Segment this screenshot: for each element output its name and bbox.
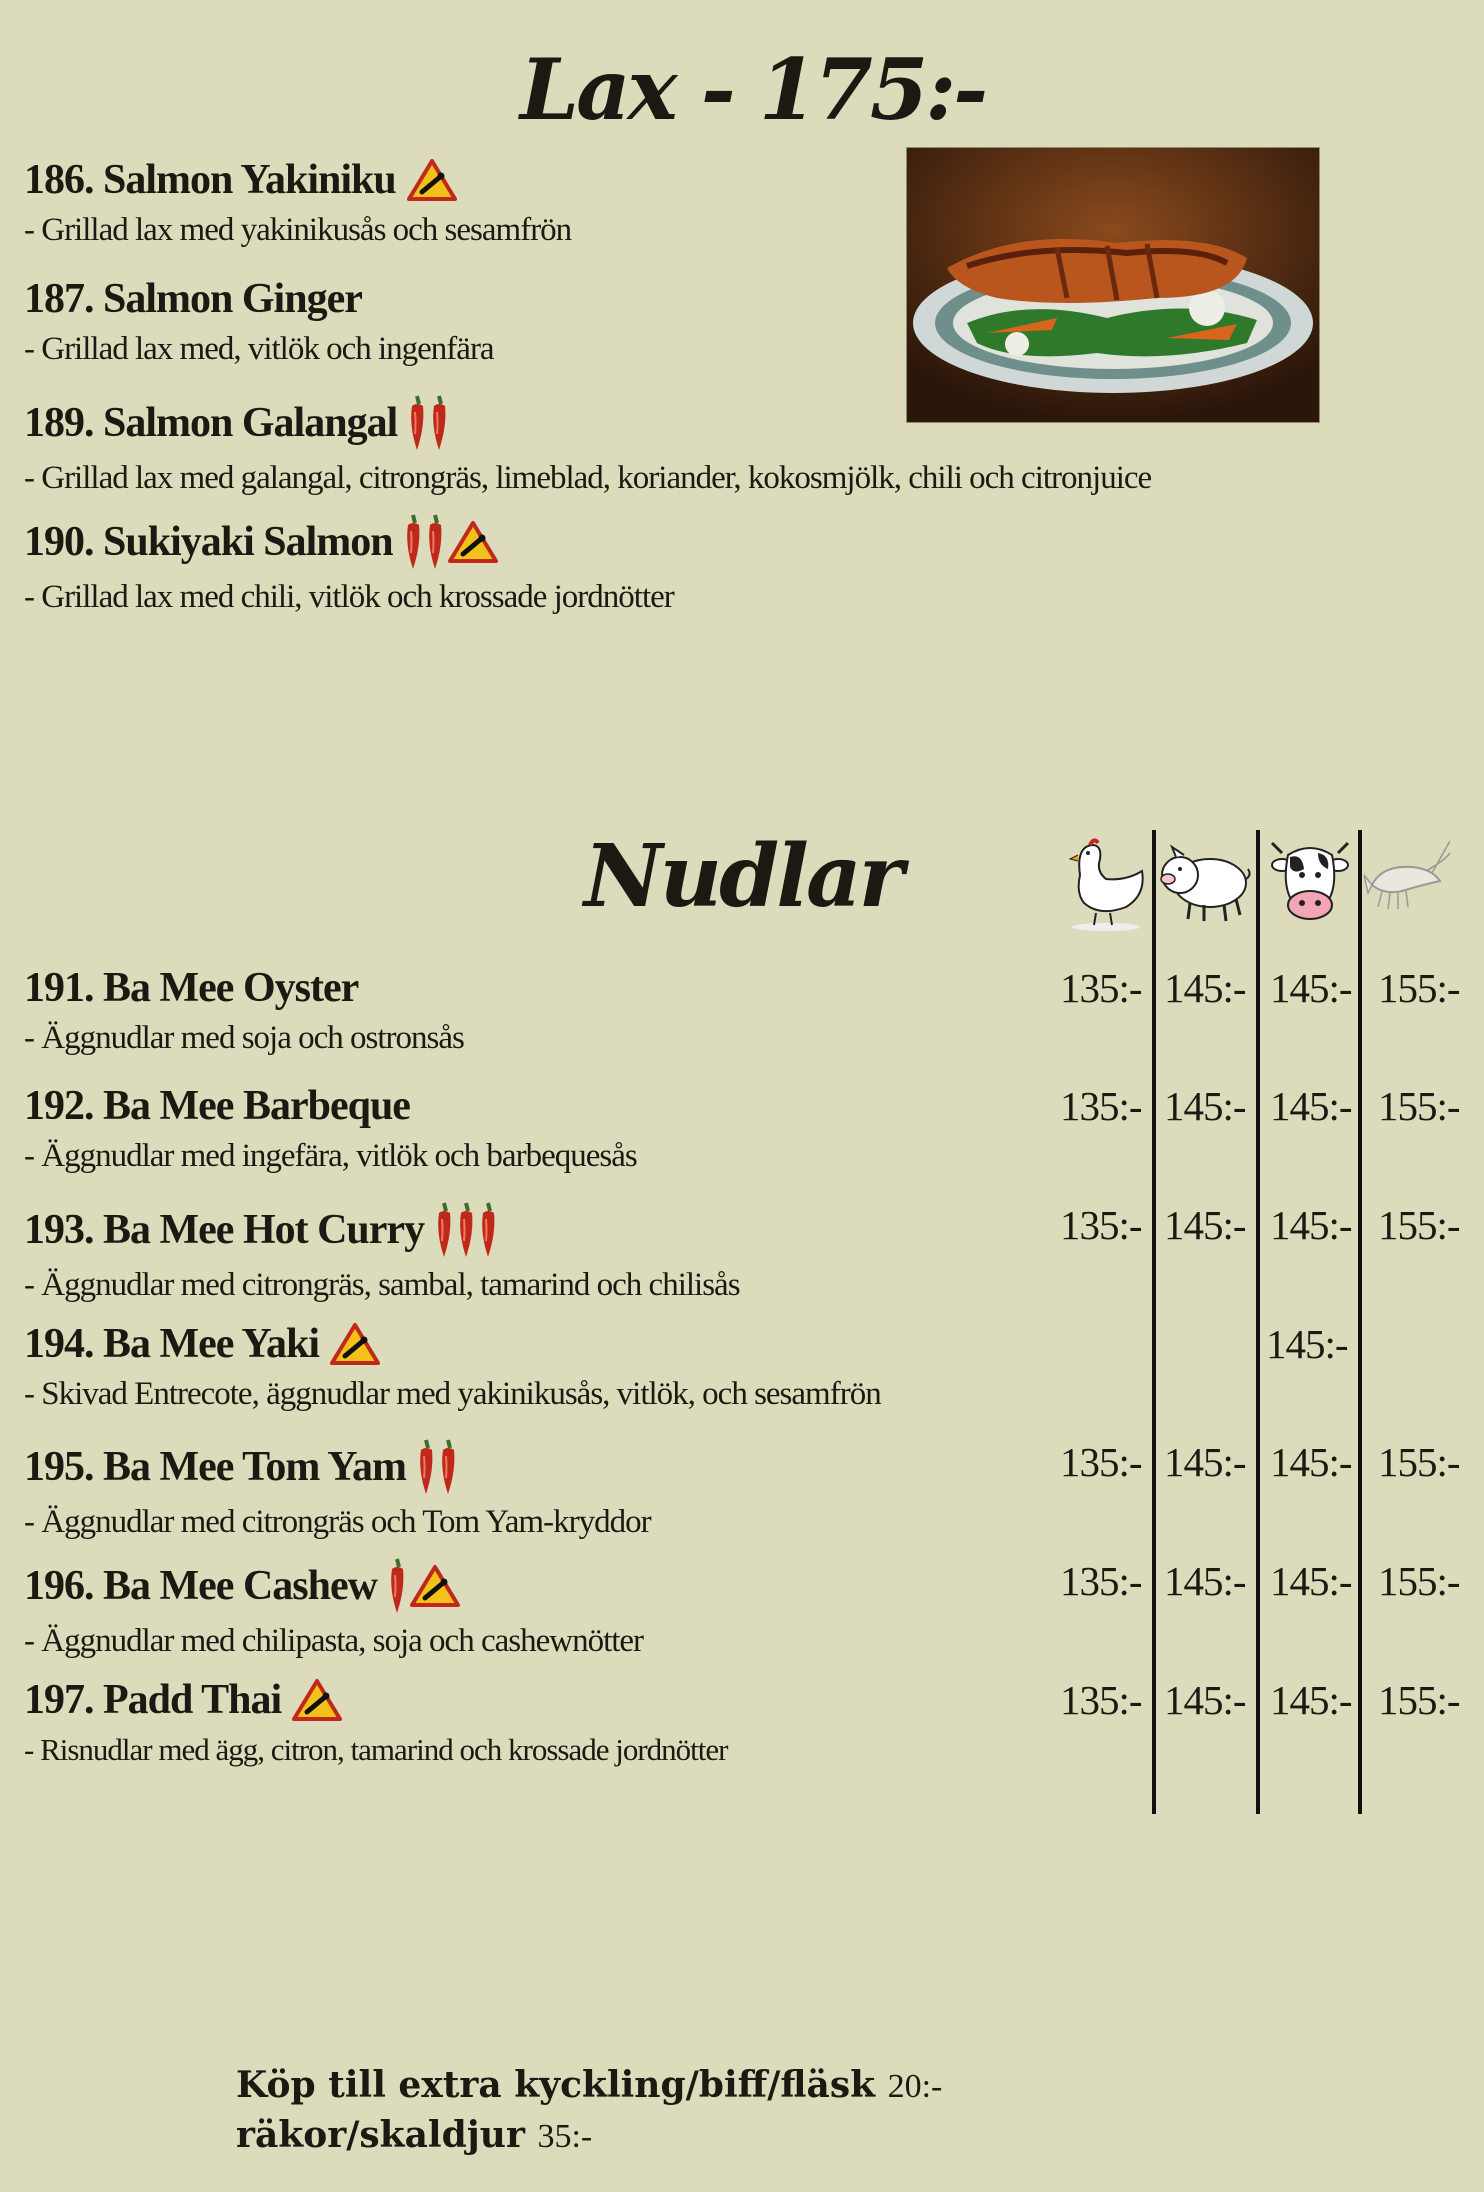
price-beef: 145:-	[1270, 1439, 1352, 1485]
menu-item	[24, 513, 674, 617]
item-description: - Äggnudlar med citrongräs och Tom Yam-kryddor	[24, 1504, 651, 1540]
extra-meat-price: 20:-	[887, 2068, 943, 2105]
chili-icon	[407, 394, 427, 452]
price-shrimp: 155:-	[1378, 965, 1460, 1011]
item-name: 187. Salmon Ginger	[24, 276, 362, 322]
price-beef: 145:-	[1270, 1202, 1352, 1248]
chili-icon	[425, 513, 445, 571]
item-description: - Risnudlar med ägg, citron, tamarind och krossade jordnötter	[24, 1732, 728, 1767]
item-name: 194. Ba Mee Yaki	[24, 1321, 320, 1367]
warning-icon	[409, 1564, 461, 1608]
warning-icon	[447, 520, 499, 564]
item-name: 186. Salmon Yakiniku	[24, 157, 396, 203]
item-description: - Äggnudlar med citrongräs, sambal, tamarind och chilisås	[24, 1267, 740, 1303]
extra-shrimp-price: 35:-	[537, 2118, 593, 2155]
price-chicken: 135:-	[1060, 1677, 1142, 1723]
shrimp-icon	[1362, 835, 1446, 931]
chicken-icon	[1066, 835, 1150, 931]
chili-icon	[416, 1438, 436, 1496]
item-description: - Skivad Entrecote, äggnudlar med yakinikusås, vitlök, och sesamfrön	[24, 1376, 881, 1412]
column-divider	[1358, 830, 1362, 1814]
price-shrimp: 155:-	[1378, 1677, 1460, 1723]
chili-icon	[456, 1201, 476, 1259]
cow-icon	[1268, 835, 1352, 931]
warning-icon	[329, 1322, 381, 1366]
item-description: - Grillad lax med chili, vitlök och krossade jordnötter	[24, 579, 674, 615]
menu-item	[24, 964, 464, 1058]
price-beef: 145:-	[1266, 1321, 1348, 1367]
price-pork: 145:-	[1164, 1202, 1246, 1248]
price-pork: 145:-	[1164, 1677, 1246, 1723]
price-shrimp: 155:-	[1378, 1558, 1460, 1604]
price-shrimp: 155:-	[1378, 1439, 1460, 1485]
price-chicken: 135:-	[1060, 1202, 1142, 1248]
price-beef: 145:-	[1270, 1558, 1352, 1604]
price-shrimp: 155:-	[1378, 1202, 1460, 1248]
item-name: 197. Padd Thai	[24, 1677, 282, 1723]
item-name: 191. Ba Mee Oyster	[24, 965, 359, 1011]
price-pork: 145:-	[1164, 1083, 1246, 1129]
item-name: 189. Salmon Galangal	[24, 400, 398, 446]
price-beef: 145:-	[1270, 965, 1352, 1011]
price-pork: 145:-	[1164, 1558, 1246, 1604]
chili-icon	[387, 1557, 407, 1615]
item-description: - Grillad lax med galangal, citrongräs, limeblad, koriander, kokosmjölk, chili och citronjuice	[24, 460, 1152, 496]
salmon-dish-photo	[906, 147, 1320, 423]
lax-section-title: Lax - 175:-	[520, 40, 986, 139]
menu-item	[24, 156, 571, 250]
item-name: 195. Ba Mee Tom Yam	[24, 1444, 406, 1490]
pig-icon	[1156, 835, 1240, 931]
price-shrimp: 155:-	[1378, 1083, 1460, 1129]
item-description: - Grillad lax med, vitlök och ingenfära	[24, 331, 494, 367]
warning-icon	[291, 1678, 343, 1722]
price-beef: 145:-	[1270, 1677, 1352, 1723]
price-chicken: 135:-	[1060, 1439, 1142, 1485]
nudlar-section-title: Nudlar	[584, 826, 901, 927]
item-name: 196. Ba Mee Cashew	[24, 1563, 377, 1609]
chili-icon	[438, 1438, 458, 1496]
item-description: - Äggnudlar med soja och ostronsås	[24, 1020, 464, 1056]
extra-meat-text: Köp till extra kyckling/biff/fläsk	[236, 2064, 876, 2106]
extra-shrimp-note	[236, 2114, 592, 2156]
menu-item	[24, 1676, 727, 1770]
chili-icon	[434, 1201, 454, 1259]
chili-icon	[429, 394, 449, 452]
extra-meat-note	[236, 2064, 942, 2106]
item-name: 193. Ba Mee Hot Curry	[24, 1207, 425, 1253]
price-chicken: 135:-	[1060, 1558, 1142, 1604]
column-divider	[1256, 830, 1260, 1814]
column-divider	[1152, 830, 1156, 1814]
menu-item	[24, 1082, 637, 1176]
item-description: - Äggnudlar med chilipasta, soja och cashewnötter	[24, 1623, 644, 1659]
chili-icon	[478, 1201, 498, 1259]
warning-icon	[406, 158, 458, 202]
menu-item	[24, 1438, 651, 1542]
price-beef: 145:-	[1270, 1083, 1352, 1129]
item-description: - Grillad lax med yakinikusås och sesamfrön	[24, 212, 572, 248]
menu-item	[24, 1201, 740, 1305]
menu-item	[24, 1557, 643, 1661]
chili-icon	[403, 513, 423, 571]
menu-item	[24, 394, 1151, 498]
item-name: 190. Sukiyaki Salmon	[24, 519, 393, 565]
item-description: - Äggnudlar med ingefära, vitlök och barbequesås	[24, 1138, 637, 1174]
price-chicken: 135:-	[1060, 965, 1142, 1011]
item-name: 192. Ba Mee Barbeque	[24, 1083, 410, 1129]
menu-item	[24, 1320, 881, 1414]
extra-shrimp-text: räkor/skaldjur	[236, 2114, 525, 2156]
price-chicken: 135:-	[1060, 1083, 1142, 1129]
price-pork: 145:-	[1164, 1439, 1246, 1485]
menu-item	[24, 275, 494, 369]
price-pork: 145:-	[1164, 965, 1246, 1011]
